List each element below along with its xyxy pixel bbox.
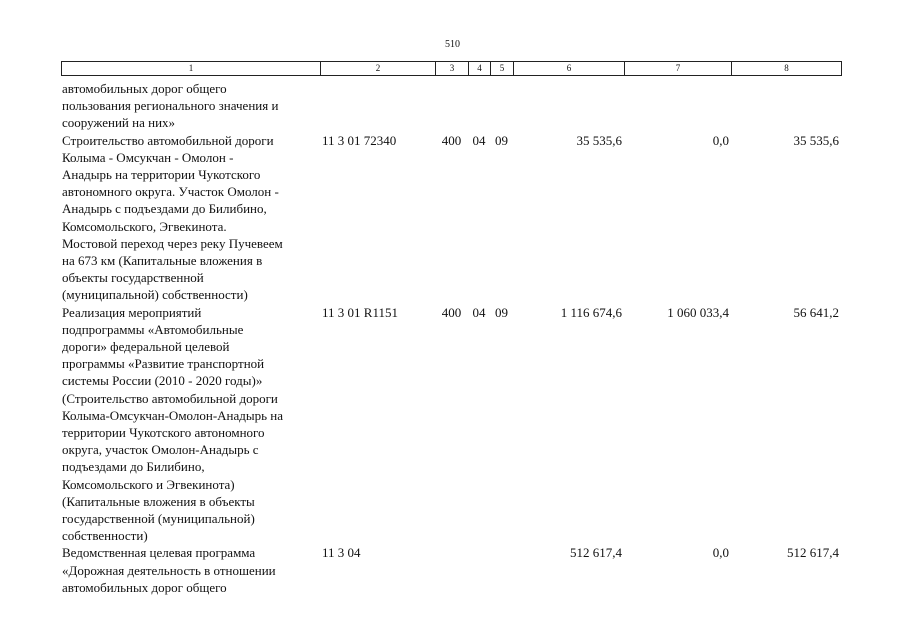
row-federal: 0,0 bbox=[712, 132, 729, 148]
row-regional: 512 617,4 bbox=[787, 545, 839, 561]
row-code bbox=[320, 80, 435, 132]
row-federal bbox=[624, 80, 731, 132]
row-vr bbox=[435, 80, 468, 132]
table-row bbox=[61, 544, 841, 596]
row-code: 11 3 04 bbox=[322, 545, 361, 561]
row-pr bbox=[490, 80, 513, 132]
column-header-8: 8 bbox=[732, 62, 842, 76]
row-code: 11 3 01 R1151 bbox=[322, 304, 398, 320]
row-total: 512 617,4 bbox=[570, 545, 622, 561]
row-rz bbox=[468, 544, 490, 596]
column-number-header bbox=[61, 61, 842, 76]
column-header-7: 7 bbox=[625, 62, 732, 76]
row-pr: 09 bbox=[495, 132, 508, 148]
row-regional: 56 641,2 bbox=[793, 304, 839, 320]
row-rz bbox=[468, 80, 490, 132]
row-federal: 0,0 bbox=[712, 545, 729, 561]
row-code: 11 3 01 72340 bbox=[322, 132, 397, 148]
row-total: 1 116 674,6 bbox=[560, 304, 622, 320]
row-rz: 04 bbox=[472, 132, 486, 148]
row-name: Ведомственная целевая программа «Дорожная деятельность в отношении автомобильных дорог общего bbox=[62, 545, 276, 595]
row-total bbox=[513, 80, 624, 132]
column-header-3: 3 bbox=[436, 62, 469, 76]
row-federal: 1 060 033,4 bbox=[667, 304, 729, 320]
column-header-5: 5 bbox=[491, 62, 514, 76]
table-row bbox=[61, 132, 841, 304]
row-vr: 400 bbox=[441, 304, 462, 320]
column-header-6: 6 bbox=[514, 62, 625, 76]
row-vr bbox=[435, 544, 468, 596]
row-regional: 35 535,6 bbox=[793, 132, 839, 148]
column-header-2: 2 bbox=[321, 62, 436, 76]
table-row bbox=[61, 304, 841, 545]
row-vr: 400 bbox=[441, 132, 462, 148]
page-number: 510 bbox=[445, 39, 460, 50]
row-name: Строительство автомобильной дороги Колыма - Омсукчан - Омолон - Анадырь на территории Чукотского автономного округа. Участок Омолон - Анадырь с подъездами до Билибино, Комсомольского, Эгвекинота. Мостовой переход через реку Пучевеем на 673 км (Капитальные вложения в объекты государственной (муниципальной) собственности) bbox=[62, 132, 283, 303]
column-header-1: 1 bbox=[62, 62, 321, 76]
column-header-4: 4 bbox=[469, 62, 491, 76]
row-pr: 09 bbox=[495, 304, 508, 320]
row-total: 35 535,6 bbox=[576, 132, 622, 148]
table-row bbox=[61, 80, 841, 132]
row-regional bbox=[731, 80, 841, 132]
row-rz: 04 bbox=[472, 304, 486, 320]
row-name: автомобильных дорог общего пользования регионального значения и сооружений на них» bbox=[62, 81, 279, 131]
row-name: Реализация мероприятий подпрограммы «Автомобильные дороги» федеральной целевой программы «Развитие транспортной системы России (2010 - 2020 годы)» (Строительство автомобильной дороги Колыма-Омсукчан-Омолон-Анадырь на территории Чукотского автономного округа, участок Омолон-Анадырь с подъездами до Билибино, Комсомольского и Эгвекинота) (Капитальные вложения в объекты государственной (муниципальной) собственности) bbox=[62, 304, 284, 544]
row-pr bbox=[490, 544, 513, 596]
budget-table bbox=[61, 80, 841, 596]
